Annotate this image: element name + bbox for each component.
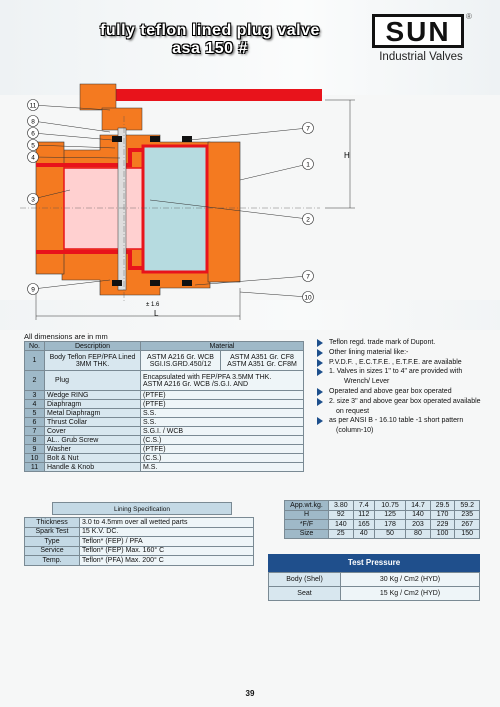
callout-leader <box>33 121 110 132</box>
lining-value: 15 K.V. DC. <box>80 527 254 537</box>
size-cell: 140 <box>329 520 354 530</box>
bolt-bottom-3 <box>182 280 192 286</box>
note-continuation: on request <box>336 407 370 415</box>
pressure-value: 15 Kg / Cm2 (HYD) <box>341 587 480 601</box>
table-row <box>25 527 254 537</box>
logo-box <box>372 14 464 48</box>
size-cell: 3.80 <box>329 501 354 511</box>
pressure-value: 30 Kg / Cm2 (HYD) <box>341 573 480 587</box>
callout-number: 2 <box>306 216 310 224</box>
material-c: SGI.IS.GRD.450/12 <box>149 360 212 368</box>
table-row <box>25 391 304 400</box>
table-row <box>25 518 254 528</box>
handle <box>112 89 322 101</box>
page-number: 39 <box>245 689 255 698</box>
logo-subtitle: Industrial Valves <box>379 51 463 63</box>
row-no: 6 <box>25 418 45 427</box>
size-row-label: *F/F <box>285 520 329 530</box>
callout-number: 5 <box>31 142 35 150</box>
bolt-bottom-2 <box>150 280 160 286</box>
row-material: S.S. <box>141 409 304 418</box>
callout-number: 6 <box>31 130 35 138</box>
table-row <box>25 436 304 445</box>
row-no: 3 <box>25 391 45 400</box>
arrow-right-icon <box>317 349 323 357</box>
bolt-bottom-1 <box>112 280 122 286</box>
callout-number: 9 <box>31 286 35 294</box>
sun-logo <box>368 12 474 72</box>
dimensions-note: All dimensions are in mm <box>24 332 108 341</box>
arrow-right-icon <box>317 417 323 425</box>
notes-list <box>316 338 496 436</box>
bolt-top-1 <box>112 136 122 142</box>
lining-table <box>24 517 254 566</box>
pressure-key: Seat <box>269 587 341 601</box>
size-cell: 7.4 <box>353 501 374 511</box>
row-material <box>141 371 304 391</box>
row-no: 10 <box>25 454 45 463</box>
size-cell: 125 <box>374 510 405 520</box>
row-no: 9 <box>25 445 45 454</box>
note-item <box>316 367 496 377</box>
col-no: No. <box>25 342 45 351</box>
row-desc: Handle & Knob <box>45 463 141 472</box>
row-no: 5 <box>25 409 45 418</box>
table-row <box>25 546 254 556</box>
note-item <box>316 397 496 407</box>
callout-number: 10 <box>304 294 312 302</box>
row-no: 7 <box>25 427 45 436</box>
note-text: P.V.D.F. , E.C.T.F.E. , E.T.F.E. are available <box>329 358 462 366</box>
row-material: (PTFE) <box>141 400 304 409</box>
row-desc: Washer <box>45 445 141 454</box>
callout-number: 3 <box>31 196 35 204</box>
note-text: Operated and above gear box operated <box>329 387 452 395</box>
pressure-key: Body (Shel) <box>269 573 341 587</box>
size-cell: 14.7 <box>406 501 431 511</box>
row-desc: Metal Diaphragm <box>45 409 141 418</box>
dim-h-label: H <box>344 151 350 160</box>
arrow-right-icon <box>317 359 323 367</box>
size-cell: 203 <box>406 520 431 530</box>
size-cell: 29.5 <box>430 501 455 511</box>
size-cell: 25 <box>329 529 354 539</box>
material-a: ASTM A216 Gr. WCB <box>147 353 214 361</box>
bolt-top-3 <box>182 136 192 142</box>
table-row <box>285 501 480 511</box>
callout-leader <box>33 280 110 289</box>
note-text: 2. size 3" and above gear box operated available <box>329 397 481 405</box>
title-line-2: asa 150 # <box>172 40 248 57</box>
stem <box>118 128 126 290</box>
table-row <box>25 351 304 371</box>
test-pressure <box>268 554 480 601</box>
arrow-right-icon <box>317 368 323 376</box>
table-row <box>25 454 304 463</box>
col-description: Description <box>45 342 141 351</box>
arrow-right-icon <box>317 388 323 396</box>
registered-mark: ® <box>466 12 472 21</box>
size-table <box>284 500 480 539</box>
arrow-right-icon <box>317 339 323 347</box>
table-row <box>285 529 480 539</box>
size-cell: 178 <box>374 520 405 530</box>
note-continuation: (column-10) <box>336 427 374 435</box>
logo-brand: SUN <box>385 16 451 47</box>
size-cell: 59.2 <box>455 501 480 511</box>
row-desc: Thrust Collar <box>45 418 141 427</box>
lining-value: Teflon* (FEP) / PFA <box>80 537 254 547</box>
callout-number: 11 <box>29 102 37 110</box>
size-cell: 170 <box>430 510 455 520</box>
material-b: ASTM A216 Gr. WCB /S.G.I. AND <box>143 380 249 388</box>
callout-number: 4 <box>31 154 35 162</box>
table-row <box>269 587 480 601</box>
note-item <box>316 416 496 426</box>
row-material: (PTFE) <box>141 391 304 400</box>
row-no: 11 <box>25 463 45 472</box>
callout-number: 1 <box>306 161 310 169</box>
lining-value: Teflon* (PFA) Max. 200° C <box>80 556 254 566</box>
handle-hub <box>80 84 116 110</box>
lining-key: Temp. <box>25 556 80 566</box>
test-pressure-table <box>268 572 480 601</box>
lining-title: Lining Specification <box>52 502 232 515</box>
size-row-label: App.wt.kg. <box>285 501 329 511</box>
row-desc: Bolt & Nut <box>45 454 141 463</box>
size-cell: 140 <box>406 510 431 520</box>
note-text: 1. Valves in sizes 1" to 4" are provided with <box>329 368 463 376</box>
material-a: Encapsulated with FEP/PFA 3.5MM THK. <box>143 373 272 381</box>
lining-specification <box>24 502 254 566</box>
dim-l-label: L <box>154 309 159 318</box>
dim-tolerance: ± 1.6 <box>146 302 160 308</box>
note-item <box>316 387 496 397</box>
size-cell: 165 <box>353 520 374 530</box>
size-cell: 10.75 <box>374 501 405 511</box>
row-no: 8 <box>25 436 45 445</box>
valve-drawing <box>0 80 500 330</box>
callout-number: 7 <box>306 125 310 133</box>
size-cell: 150 <box>455 529 480 539</box>
note-item <box>316 338 496 348</box>
note-text: Teflon regd. trade mark of Dupont. <box>329 339 436 346</box>
test-pressure-title: Test Pressure <box>268 554 480 572</box>
note-continuation: Wrench/ Lever <box>344 378 390 386</box>
lining-bore <box>64 168 144 249</box>
callout-number: 8 <box>31 118 35 126</box>
bolt-top-2 <box>150 136 160 142</box>
row-desc: AL.. Grub Screw <box>45 436 141 445</box>
size-cell: 235 <box>455 510 480 520</box>
size-cell: 100 <box>430 529 455 539</box>
size-cell: 112 <box>353 510 374 520</box>
row-material: M.S. <box>141 463 304 472</box>
size-cell: 80 <box>406 529 431 539</box>
callout-leader <box>240 164 308 180</box>
size-cell: 229 <box>430 520 455 530</box>
table-row <box>285 520 480 530</box>
row-material-2 <box>220 351 303 371</box>
size-cell: 50 <box>374 529 405 539</box>
lining-value: 3.0 to 4.5mm over all wetted parts <box>80 518 254 528</box>
row-desc: Cover <box>45 427 141 436</box>
row-no: 4 <box>25 400 45 409</box>
table-row <box>25 445 304 454</box>
arrow-right-icon <box>317 398 323 406</box>
table-row <box>25 537 254 547</box>
title-line-1: fully teflon lined plug valve <box>100 22 320 39</box>
table-row <box>25 418 304 427</box>
callout-number: 7 <box>306 273 310 281</box>
table-row <box>285 510 480 520</box>
row-no: 1 <box>25 351 45 371</box>
note-item <box>316 358 496 368</box>
table-row <box>25 409 304 418</box>
row-desc: Wedge RING <box>45 391 141 400</box>
row-desc: Body Teflon FEP/PFA Lined 3MM THK. <box>45 351 141 371</box>
note-text: Other lining material like:- <box>329 348 409 356</box>
material-b: ASTM A351 Gr. CF8 <box>230 353 294 361</box>
note-item <box>316 348 496 358</box>
row-desc: Plug <box>45 371 141 391</box>
lining-key: Spark Test <box>25 527 80 537</box>
row-material: S.G.I. / WCB <box>141 427 304 436</box>
size-cell: 92 <box>329 510 354 520</box>
row-desc: Diaphragm <box>45 400 141 409</box>
callout-leader <box>190 128 308 140</box>
table-row <box>25 427 304 436</box>
row-no: 2 <box>25 371 45 391</box>
row-material: (PTFE) <box>141 445 304 454</box>
lining-key: Type <box>25 537 80 547</box>
table-row <box>25 556 254 566</box>
table-row <box>269 573 480 587</box>
size-row-label: H <box>285 510 329 520</box>
row-material: S.S. <box>141 418 304 427</box>
table-row <box>25 463 304 472</box>
plug <box>143 146 207 272</box>
table-row <box>25 371 304 391</box>
right-flange <box>208 142 240 282</box>
lining-key: Thickness <box>25 518 80 528</box>
size-cell: 267 <box>455 520 480 530</box>
callout-leader <box>240 292 308 297</box>
table-row <box>25 400 304 409</box>
stem-neck <box>102 108 142 130</box>
row-material: (C.S.) <box>141 454 304 463</box>
size-row-label: Size <box>285 529 329 539</box>
row-material: (C.S.) <box>141 436 304 445</box>
note-text: as per ANSI B - 16.10 table -1 short pattern <box>329 417 464 425</box>
col-material: Material <box>141 342 304 351</box>
row-material <box>141 351 221 371</box>
size-cell: 40 <box>353 529 374 539</box>
lining-key: Service <box>25 546 80 556</box>
material-d: ASTM A351 Gr. CF8M <box>227 360 297 368</box>
materials-table <box>24 341 304 472</box>
lining-value: Teflon* (FEP) Max. 160° C <box>80 546 254 556</box>
